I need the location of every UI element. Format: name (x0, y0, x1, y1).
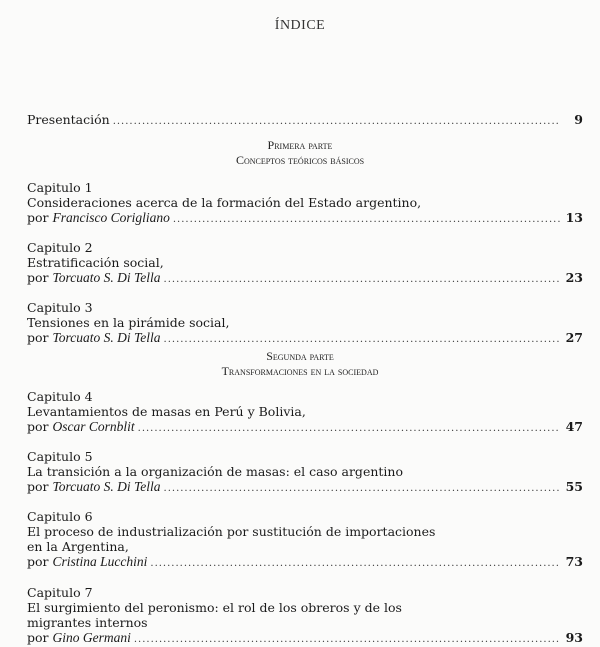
dot-leader (150, 556, 560, 571)
toc-entry-chapter-1[interactable] (27, 180, 583, 225)
chapter-title-line: migrantes internos (27, 615, 148, 630)
chapter-title-line: El proceso de industrialización por sustitución de importaciones (27, 524, 436, 539)
page-number: 13 (565, 210, 583, 225)
page-number: 47 (565, 419, 583, 434)
dot-leader (113, 114, 560, 129)
dot-leader (138, 421, 560, 436)
chapter-author: Gino Germani (52, 630, 131, 645)
dot-leader (164, 272, 560, 287)
chapter-author: Francisco Corigliano (52, 210, 170, 225)
page-number: 27 (565, 330, 583, 345)
chapter-title-line: El surgimiento del peronismo: el rol de los obreros y de los (27, 600, 402, 615)
by-label: por (27, 479, 49, 494)
part-heading-2 (0, 349, 600, 379)
chapter-author: Cristina Lucchini (52, 554, 148, 569)
page-number: 73 (565, 554, 583, 569)
chapter-label: Capitulo 2 (27, 240, 93, 255)
part-label: Segunda parte (266, 349, 334, 363)
toc-entry-chapter-7[interactable] (27, 585, 583, 645)
dot-leader (173, 212, 560, 227)
page-number: 23 (565, 270, 583, 285)
toc-entry-chapter-4[interactable] (27, 389, 583, 434)
chapter-label: Capitulo 5 (27, 449, 93, 464)
dot-leader (164, 481, 560, 496)
chapter-title-line: La transición a la organización de masas: el caso argentino (27, 464, 403, 479)
by-label: por (27, 270, 49, 285)
chapter-label: Capitulo 4 (27, 389, 93, 404)
by-label: por (27, 210, 49, 225)
chapter-title-line: Tensiones en la pirámide social, (27, 315, 230, 330)
part-heading-1 (0, 138, 600, 168)
by-label: por (27, 630, 49, 645)
chapter-label: Capitulo 7 (27, 585, 93, 600)
dot-leader (134, 632, 560, 647)
chapter-label: Capitulo 6 (27, 509, 93, 524)
chapter-title-line: Estratificación social, (27, 255, 164, 270)
page-number: 55 (565, 479, 583, 494)
chapter-label: Capitulo 1 (27, 180, 93, 195)
chapter-title-line: en la Argentina, (27, 539, 129, 554)
chapter-author: Torcuato S. Di Tella (52, 270, 161, 285)
toc-entry-chapter-6[interactable] (27, 509, 583, 569)
by-label: por (27, 330, 49, 345)
toc-entry-chapter-2[interactable] (27, 240, 583, 285)
chapter-title-line: Consideraciones acerca de la formación del Estado argentino, (27, 195, 422, 210)
chapter-author: Torcuato S. Di Tella (52, 479, 161, 494)
chapter-title-line: Levantamientos de masas en Perú y Bolivia, (27, 404, 306, 419)
chapter-author: Torcuato S. Di Tella (52, 330, 161, 345)
toc-entry-chapter-3[interactable] (27, 300, 583, 345)
page-number: 9 (574, 112, 583, 127)
toc-entry-chapter-5[interactable] (27, 449, 583, 494)
entry-label: Presentación (27, 112, 110, 127)
part-title: Conceptos teóricos básicos (235, 153, 365, 167)
chapter-label: Capitulo 3 (27, 300, 93, 315)
part-title: Transformaciones en la sociedad (221, 364, 379, 378)
dot-leader (164, 332, 560, 347)
toc-entry-presentation[interactable] (27, 112, 583, 127)
page-number: 93 (565, 630, 583, 645)
chapter-author: Oscar Cornblit (52, 419, 135, 434)
part-label: Primera parte (267, 138, 333, 152)
page-title: ÍNDICE (274, 18, 326, 33)
by-label: por (27, 554, 49, 569)
by-label: por (27, 419, 49, 434)
